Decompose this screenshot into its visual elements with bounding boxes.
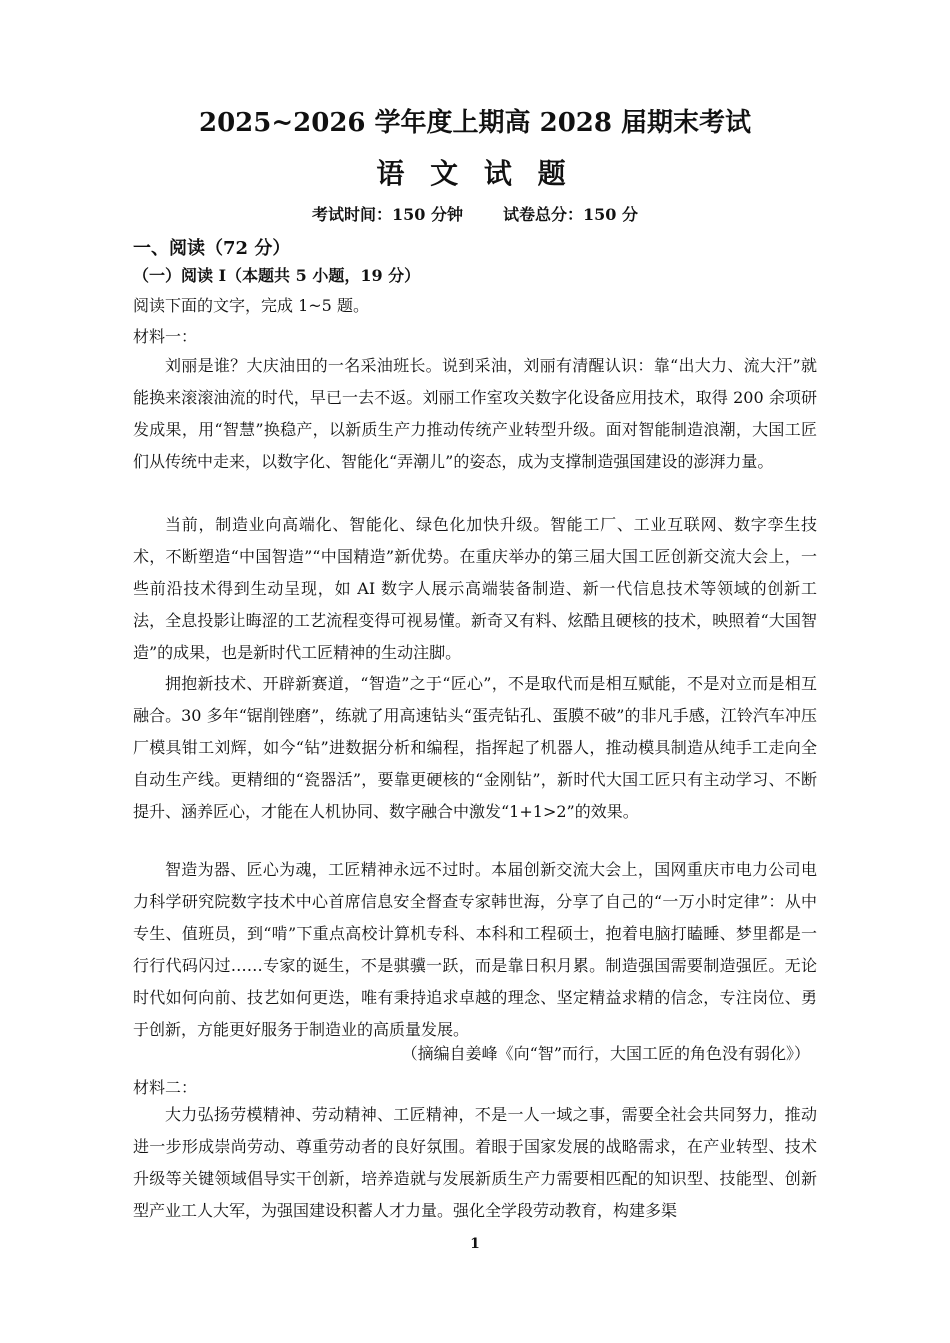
material-one-paragraph: 刘丽是谁？大庆油田的一名采油班长。说到采油，刘丽有清醒认识：靠“出大力、流大汗”就能换来滚滚油流的时代，早已一去不返。刘丽工作室攻关数字化设备应用技术，取得 200 余项研发成果，用“智慧”换稳产，以新质生产力推动传统产业转型升级。面对智能制造浪潮，大国工匠们从传统中走来，以数字化、智能化“弄潮儿”的姿态，成为支撑制造强国建设的澎湃力量。	[133, 356, 817, 471]
subsection-heading: （一）阅读 I（本题共 5 小题，19 分）	[133, 266, 421, 285]
total-score: 试卷总分：150 分	[503, 205, 638, 224]
material-one-paragraph: 当前，制造业向高端化、智能化、绿色化加快升级。智能工厂、工业互联网、数字孪生技术，不断塑造“中国智造”“中国精造”新优势。在重庆举办的第三届大国工匠创新交流大会上，一些前沿技术得到生动呈现，如 AI 数字人展示高端装备制造、新一代信息技术等领域的创新工法，全息投影让晦涩的工艺流程变得可视易懂。新奇又有料、炫酷且硬核的技术，映照着“大国智造”的成果，也是新时代工匠精神的生动注脚。	[133, 515, 817, 662]
material-one-paragraph: 智造为器、匠心为魂，工匠精神永远不过时。本届创新交流大会上，国网重庆市电力公司电力科学研究院数字技术中心首席信息安全督查专家韩世海，分享了自己的“一万小时定律”：从中专生、值班员，到“啃”下重点高校计算机专科、本科和工程硕士，抱着电脑打瞌睡、梦里都是一行行代码闪过……专家的诞生，不是骐骥一跃，而是靠日积月累。制造强国需要制造强匠。无论时代如何向前、技艺如何更迭，唯有秉持追求卓越的理念、坚定精益求精的信念，专注岗位、勇于创新，方能更好服务于制造业的高质量发展。	[133, 860, 817, 1039]
material-one-paragraph: 拥抱新技术、开辟新赛道，“智造”之于“匠心”，不是取代而是相互赋能，不是对立而是相互融合。30 多年“锯削锉磨”，练就了用高速钻头“蛋壳钻孔、蛋膜不破”的非凡手感，江铃汽车冲压厂模具钳工刘辉，如今“钻”进数据分析和编程，指挥起了机器人，推动模具制造从纯手工走向全自动生产线。更精细的“瓷器活”，要靠更硬核的“金刚钻”，新时代大国工匠只有主动学习、不断提升、涵养匠心，才能在人机协同、数字融合中激发“1+1>2”的效果。	[133, 674, 817, 821]
material-one-source: （摘编自姜峰《向“智”而行，大国工匠的角色没有弱化》）	[401, 1044, 810, 1063]
section-heading: 一、阅读（72 分）	[133, 238, 291, 259]
page-number: 1	[470, 1236, 480, 1252]
material-two-paragraph: 大力弘扬劳模精神、劳动精神、工匠精神，不是一人一域之事，需要全社会共同努力，推动进一步形成崇尚劳动、尊重劳动者的良好氛围。着眼于国家发展的战略需求，在产业转型、技术升级等关键领域倡导实干创新，培养造就与发展新质生产力需要相匹配的知识型、技能型、创新型产业工人大军，为强国建设积蓄人才力量。强化全学段劳动教育，构建多渠	[133, 1105, 817, 1220]
material-two-label: 材料二：	[133, 1078, 198, 1097]
subject-title: 语 文 试 题	[376, 157, 574, 190]
reading-instruction: 阅读下面的文字，完成 1~5 题。	[133, 296, 369, 315]
exam-time: 考试时间：150 分钟	[312, 205, 463, 224]
material-one-label: 材料一：	[133, 327, 198, 346]
exam-title: 2025~2026 学年度上期高 2028 届期末考试	[198, 108, 752, 138]
exam-info	[0, 202, 950, 225]
